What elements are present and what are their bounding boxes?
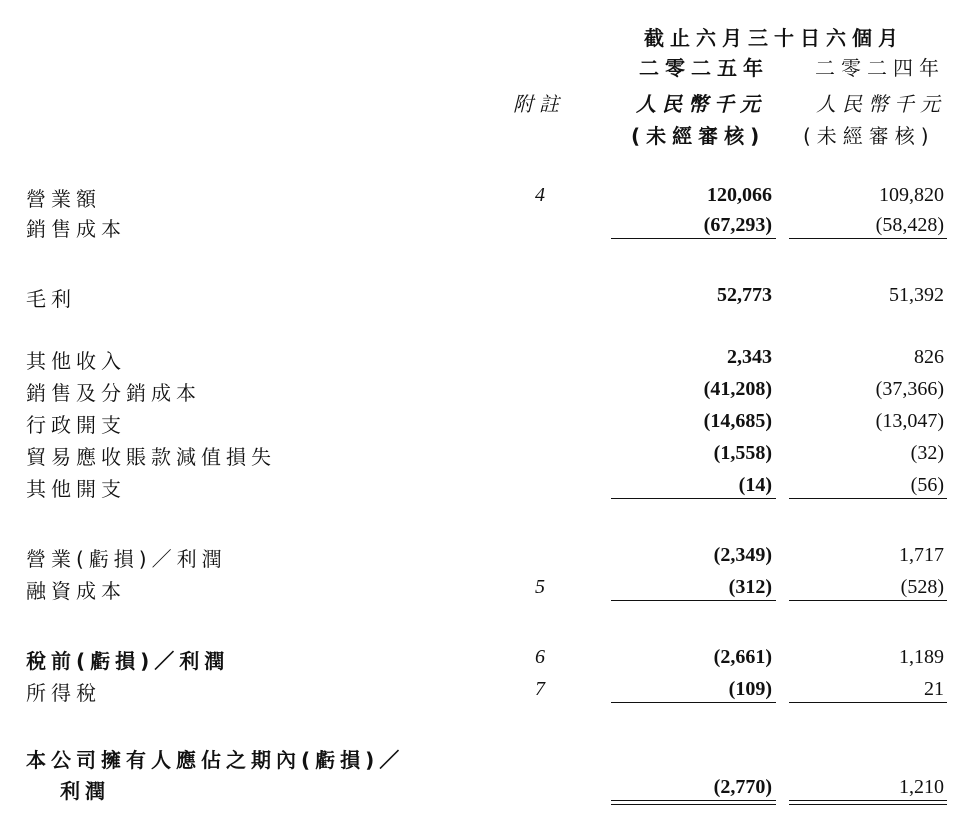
row-value-2024-cost-of-sales: (58,428)	[875, 214, 944, 236]
row-value-2024-impairment: (32)	[910, 442, 944, 464]
row-value-2025-other-income: 2,343	[727, 346, 772, 368]
row-value-2024-finance-costs: (528)	[900, 576, 944, 598]
underline-2025-income-tax	[611, 702, 776, 703]
currency-2024-heading: 人民幣千元	[816, 92, 946, 116]
row-value-2025-other-expenses: (14)	[738, 474, 772, 496]
underline-2024-income-tax	[789, 702, 947, 703]
row-value-2024-income-tax: 21	[924, 678, 944, 700]
row-value-2025-finance-costs: (312)	[728, 576, 772, 598]
row-value-2024-revenue: 109,820	[879, 184, 944, 206]
underline-2025-other-expenses	[611, 498, 776, 499]
row-label-administrative: 行政開支	[26, 413, 126, 437]
underline-2024-other-expenses	[789, 498, 947, 499]
row-label-gross-profit: 毛利	[26, 287, 76, 311]
row-value-2025-selling-distribution: (41,208)	[703, 378, 772, 400]
row-label-impairment: 貿易應收賬款減值損失	[26, 445, 276, 469]
row-value-2024-period-result: 1,210	[899, 776, 944, 798]
row-note-pretax-result: 6	[535, 646, 545, 668]
audit-2025-heading: (未經審核)	[631, 124, 766, 148]
row-label-other-income: 其他收入	[26, 349, 126, 373]
row-label-cost-of-sales: 銷售成本	[26, 217, 126, 241]
period-heading: 截止六月三十日六個月	[644, 26, 904, 50]
row-value-2025-income-tax: (109)	[728, 678, 772, 700]
note-column-heading: 附註	[513, 92, 565, 116]
year-2024-heading: 二零二四年	[815, 56, 945, 80]
row-label-period-result: 本公司擁有人應佔之期內(虧損)／	[26, 748, 405, 772]
row-label-income-tax: 所得稅	[26, 681, 101, 705]
row-value-2024-administrative: (13,047)	[875, 410, 944, 432]
row-label-operating-result: 營業(虧損)／利潤	[26, 547, 227, 571]
underline-2024-finance-costs	[789, 600, 947, 601]
row-value-2025-gross-profit: 52,773	[717, 284, 772, 306]
row-label-selling-distribution: 銷售及分銷成本	[26, 381, 201, 405]
double-underline-2024-period-result	[789, 800, 947, 805]
row-label-finance-costs: 融資成本	[26, 579, 126, 603]
underline-2025-finance-costs	[611, 600, 776, 601]
row-value-2025-cost-of-sales: (67,293)	[703, 214, 772, 236]
row-label-revenue: 營業額	[26, 187, 101, 211]
audit-2024-heading: (未經審核)	[803, 124, 935, 148]
row-value-2024-other-income: 826	[914, 346, 944, 368]
row-value-2024-pretax-result: 1,189	[899, 646, 944, 668]
row-value-2024-other-expenses: (56)	[910, 474, 944, 496]
row-value-2025-period-result: (2,770)	[713, 776, 772, 798]
row-note-income-tax: 7	[535, 678, 545, 700]
row-value-2025-administrative: (14,685)	[703, 410, 772, 432]
row-value-2025-pretax-result: (2,661)	[713, 646, 772, 668]
row-label-pretax-result: 稅前(虧損)／利潤	[26, 649, 230, 673]
row-value-2025-impairment: (1,558)	[713, 442, 772, 464]
row-label-other-expenses: 其他開支	[26, 477, 126, 501]
double-underline-2025-period-result	[611, 800, 776, 805]
row-value-2025-operating-result: (2,349)	[713, 544, 772, 566]
underline-2025-cost-of-sales	[611, 238, 776, 239]
underline-2024-cost-of-sales	[789, 238, 947, 239]
row-note-finance-costs: 5	[535, 576, 545, 598]
row-note-revenue: 4	[535, 184, 545, 206]
row-value-2024-operating-result: 1,717	[899, 544, 944, 566]
row-label-period-result-line2: 利潤	[60, 779, 110, 803]
row-value-2025-revenue: 120,066	[707, 184, 772, 206]
currency-2025-heading: 人民幣千元	[636, 92, 766, 116]
row-value-2024-selling-distribution: (37,366)	[875, 378, 944, 400]
row-value-2024-gross-profit: 51,392	[889, 284, 944, 306]
year-2025-heading: 二零二五年	[639, 56, 769, 80]
